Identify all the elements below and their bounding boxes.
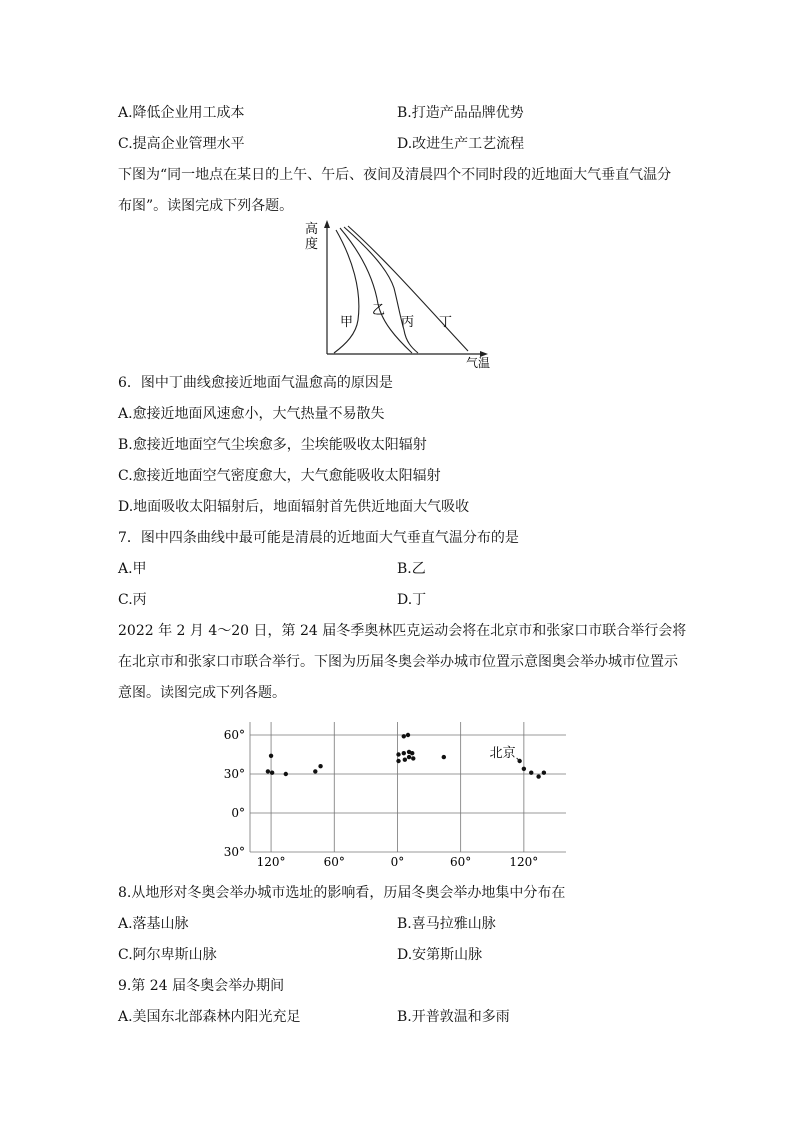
intro1-line1: 下图为“同一地点在某日的上午、午后、夜间及清晨四个不同时段的近地面大气垂直气温分 bbox=[118, 167, 672, 183]
q8-option-a: A.落基山脉 bbox=[118, 916, 189, 932]
city-point bbox=[529, 771, 533, 775]
q5-option-d: D.改进生产工艺流程 bbox=[397, 136, 525, 152]
olympic-cities-chart bbox=[210, 714, 580, 869]
q7-option-b: B.乙 bbox=[397, 561, 426, 577]
curve-label-ding: 丁 bbox=[439, 315, 453, 330]
q8-stem: 8.从地形对冬奥会举办城市选址的影响看，历届冬奥会举办地集中分布在 bbox=[118, 885, 566, 901]
q5-option-a: A.降低企业用工成本 bbox=[118, 105, 245, 121]
city-point bbox=[269, 754, 273, 758]
q6-stem: 6．图中丁曲线愈接近地面气温愈高的原因是 bbox=[118, 375, 393, 391]
q7-option-a: A.甲 bbox=[118, 561, 147, 577]
q6-option-d: D.地面吸收太阳辐射后，地面辐射首先供近地面大气吸收 bbox=[118, 499, 470, 515]
y-axis-arrow bbox=[324, 220, 330, 228]
curve-bing bbox=[344, 227, 418, 353]
y-tick-label: 30° bbox=[223, 767, 245, 781]
x-tick-label: 60° bbox=[450, 855, 472, 869]
q9-stem: 9.第 24 届冬奥会举办期间 bbox=[118, 978, 285, 994]
city-point bbox=[270, 771, 274, 775]
curve-yi bbox=[340, 228, 415, 353]
city-point bbox=[407, 755, 411, 759]
x-axis-label: 气温 bbox=[466, 356, 491, 370]
y-tick-label: 30° bbox=[223, 845, 245, 859]
q6-option-b: B.愈接近地面空气尘埃愈多，尘埃能吸收太阳辐射 bbox=[118, 437, 427, 453]
city-point bbox=[284, 772, 288, 776]
city-point bbox=[402, 751, 406, 755]
q5-option-b: B.打造产品品牌优势 bbox=[397, 105, 524, 121]
intro1-line2: 布图”。读图完成下列各题。 bbox=[118, 198, 294, 214]
q7-stem: 7．图中四条曲线中最可能是清晨的近地面大气垂直气温分布的是 bbox=[118, 530, 519, 546]
q6-option-a: A.愈接近地面风速愈小，大气热量不易散失 bbox=[118, 406, 385, 422]
intro2-line3: 意图。读图完成下列各题。 bbox=[118, 685, 286, 701]
y-tick-label: 60° bbox=[223, 728, 245, 742]
city-point bbox=[266, 769, 270, 773]
city-point bbox=[313, 769, 317, 773]
city-point bbox=[402, 734, 406, 738]
x-tick-label: 60° bbox=[323, 855, 345, 869]
x-tick-label: 0° bbox=[390, 855, 405, 869]
q8-option-b: B.喜马拉雅山脉 bbox=[397, 916, 496, 932]
q7-option-d: D.丁 bbox=[397, 592, 427, 608]
q6-option-c: C.愈接近地面空气密度愈大，大气愈能吸收太阳辐射 bbox=[118, 468, 441, 484]
q9-option-b: B.开普敦温和多雨 bbox=[397, 1009, 510, 1025]
city-point bbox=[536, 774, 540, 778]
curve-ding bbox=[348, 226, 468, 351]
curve-label-bing: 丙 bbox=[401, 315, 415, 330]
q8-option-d: D.安第斯山脉 bbox=[397, 947, 483, 963]
q5-option-c: C.提高企业管理水平 bbox=[118, 136, 245, 152]
city-point bbox=[396, 759, 400, 763]
intro2-line2: 在北京市和张家口市联合举行。下图为历届冬奥会举办城市位置示意图奥会举办城市位置示 bbox=[118, 654, 678, 670]
q8-option-c: C.阿尔卑斯山脉 bbox=[118, 947, 217, 963]
city-point bbox=[410, 751, 414, 755]
y-tick-label: 0° bbox=[231, 806, 245, 820]
q7-option-c: C.丙 bbox=[118, 592, 147, 608]
city-point bbox=[522, 767, 526, 771]
y-axis-label-high: 高 bbox=[305, 222, 319, 237]
x-tick-label: 120° bbox=[509, 855, 539, 869]
city-point bbox=[403, 758, 407, 762]
x-tick-label: 120° bbox=[256, 855, 286, 869]
intro2-line1: 2022 年 2 月 4～20 日，第 24 届冬季奥林匹克运动会将在北京市和张家口市联合举行会将 bbox=[118, 623, 687, 639]
chart-grid bbox=[250, 722, 566, 852]
city-point bbox=[542, 771, 546, 775]
city-point bbox=[396, 752, 400, 756]
temperature-profile-figure bbox=[300, 218, 500, 370]
city-point bbox=[411, 756, 415, 760]
curve-label-jia: 甲 bbox=[340, 315, 354, 330]
city-point bbox=[442, 755, 446, 759]
q9-option-a: A.美国东北部森林内阳光充足 bbox=[118, 1009, 301, 1025]
city-point bbox=[318, 764, 322, 768]
city-point bbox=[406, 733, 410, 737]
beijing-annotation: 北京 bbox=[489, 746, 516, 761]
curve-label-yi: 乙 bbox=[372, 303, 386, 318]
y-axis-label-degree: 度 bbox=[305, 237, 319, 252]
